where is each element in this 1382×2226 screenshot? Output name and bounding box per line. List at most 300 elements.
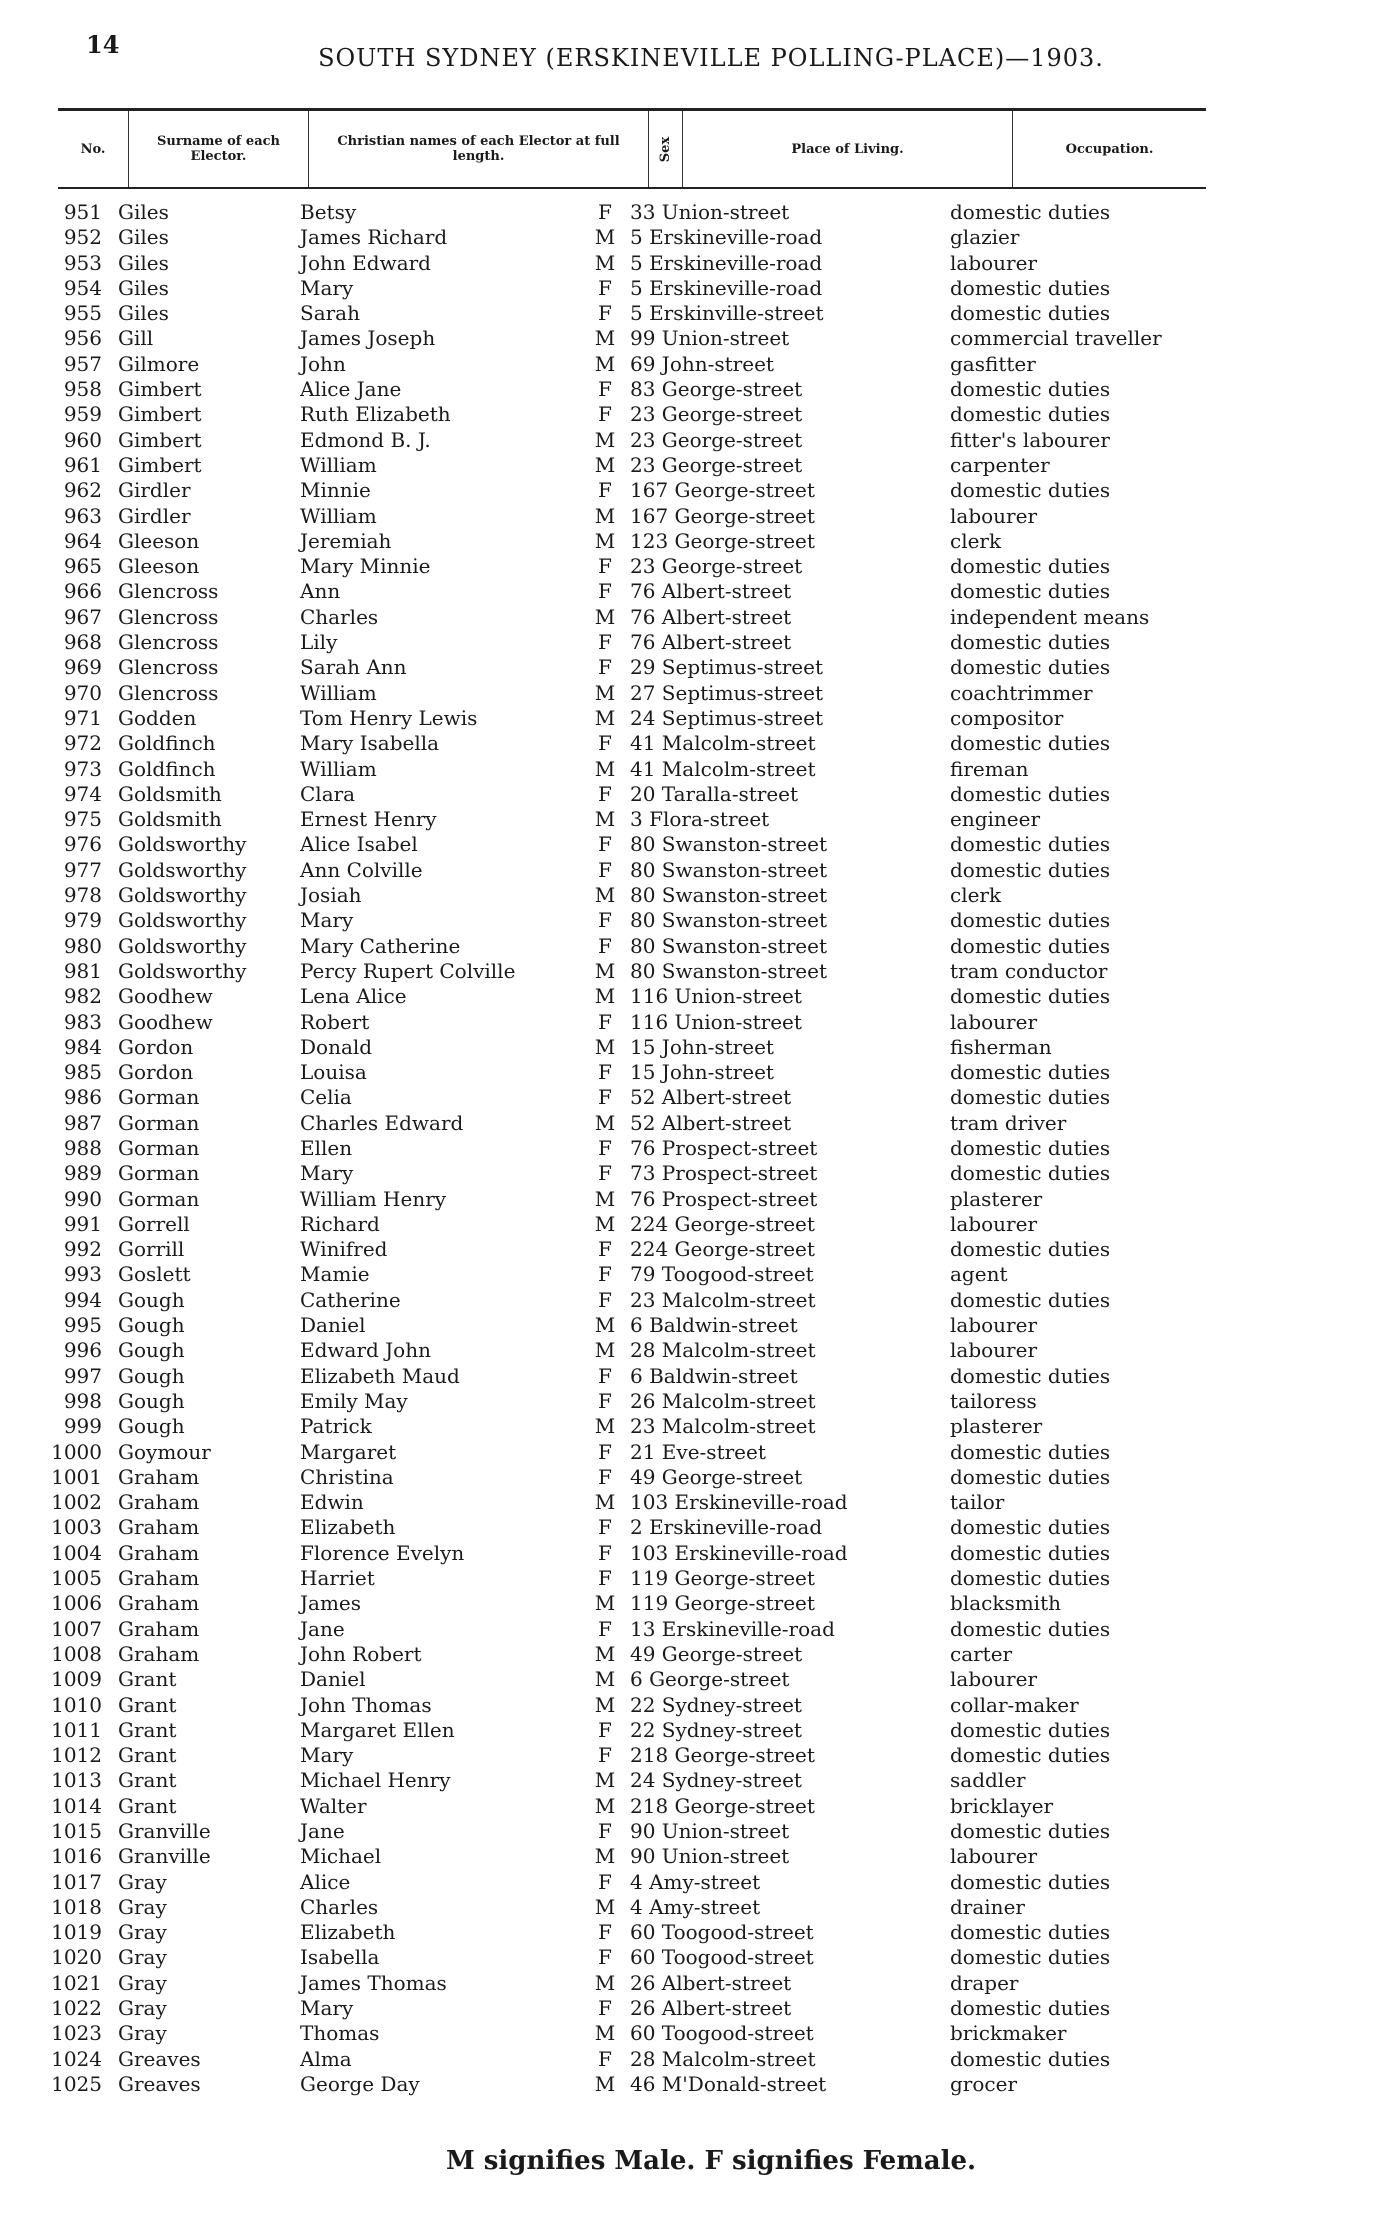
elector-christian-names: Margaret Ellen (300, 1717, 455, 1742)
elector-occupation: domestic duties (950, 630, 1111, 655)
elector-surname: Gorman (118, 1085, 200, 1110)
elector-number: 994 (63, 1287, 102, 1312)
table-row (0, 731, 1382, 756)
elector-number: 963 (63, 503, 102, 528)
elector-place-of-living: 6 George-street (630, 1667, 790, 1692)
elector-place-of-living: 167 George-street (630, 503, 815, 528)
elector-occupation: labourer (950, 1338, 1038, 1363)
table-row (0, 984, 1382, 1009)
elector-occupation: brickmaker (950, 2021, 1067, 2046)
table-row (0, 251, 1382, 276)
elector-number: 985 (63, 1060, 102, 1085)
table-row (0, 1844, 1382, 1869)
elector-sex: M (594, 883, 616, 908)
elector-sex: M (594, 1211, 616, 1236)
elector-number: 959 (63, 402, 102, 427)
elector-christian-names: Edward John (300, 1338, 431, 1363)
elector-surname: Giles (118, 225, 169, 250)
elector-sex: M (594, 1768, 616, 1793)
elector-place-of-living: 22 Sydney-street (630, 1692, 802, 1717)
table-row (0, 1693, 1382, 1718)
elector-occupation: domestic duties (950, 908, 1111, 933)
elector-sex: M (594, 1338, 616, 1363)
elector-place-of-living: 6 Baldwin-street (630, 1313, 798, 1338)
table-row (0, 1414, 1382, 1439)
elector-number: 1003 (51, 1515, 102, 1540)
elector-christian-names: Lily (300, 630, 338, 655)
elector-christian-names: Alice Isabel (300, 832, 418, 857)
elector-place-of-living: 116 Union-street (630, 984, 802, 1009)
elector-surname: Gray (118, 1970, 167, 1995)
elector-number: 969 (63, 655, 102, 680)
elector-number: 989 (63, 1161, 102, 1186)
elector-sex: M (594, 1970, 616, 1995)
elector-number: 981 (63, 958, 102, 983)
elector-occupation: tram conductor (950, 958, 1108, 983)
elector-surname: Grant (118, 1768, 177, 1793)
elector-occupation: domestic duties (950, 1161, 1111, 1186)
elector-surname: Graham (118, 1641, 200, 1666)
elector-place-of-living: 73 Prospect-street (630, 1161, 818, 1186)
elector-occupation: domestic duties (950, 1515, 1111, 1540)
elector-occupation: domestic duties (950, 377, 1111, 402)
elector-sex: F (598, 579, 612, 604)
elector-number: 996 (63, 1338, 102, 1363)
elector-christian-names: Ellen (300, 1135, 353, 1160)
elector-occupation: domestic duties (950, 1869, 1111, 1894)
elector-christian-names: Jeremiah (300, 528, 392, 553)
elector-sex: M (594, 807, 616, 832)
elector-number: 982 (63, 984, 102, 1009)
elector-place-of-living: 24 Sydney-street (630, 1768, 802, 1793)
elector-number: 1015 (51, 1819, 102, 1843)
elector-sex: F (598, 655, 612, 680)
elector-occupation: domestic duties (950, 857, 1111, 882)
elector-number: 978 (63, 883, 102, 908)
elector-surname: Gray (118, 2021, 167, 2046)
table-row (0, 832, 1382, 857)
elector-place-of-living: 15 John-street (630, 1060, 774, 1085)
elector-surname: Graham (118, 1490, 200, 1515)
table-row (0, 1642, 1382, 1667)
elector-number: 973 (63, 756, 102, 781)
elector-sex: F (598, 1287, 612, 1312)
elector-surname: Graham (118, 1591, 200, 1616)
elector-christian-names: Edmond B. J. (300, 427, 431, 452)
elector-occupation: domestic duties (950, 2046, 1111, 2071)
table-row (0, 1996, 1382, 2021)
elector-christian-names: Catherine (300, 1287, 401, 1312)
elector-sex: M (594, 1667, 616, 1692)
elector-place-of-living: 76 Prospect-street (630, 1186, 818, 1211)
table-row (0, 1389, 1382, 1414)
elector-place-of-living: 103 Erskineville-road (630, 1540, 848, 1565)
elector-occupation: domestic duties (950, 1996, 1111, 2021)
table-row (0, 1010, 1382, 1035)
column-header-surname: Surname of each Elector. (128, 111, 308, 187)
elector-place-of-living: 99 Union-street (630, 326, 790, 351)
table-row (0, 1743, 1382, 1768)
elector-occupation: domestic duties (950, 1717, 1111, 1742)
elector-place-of-living: 119 George-street (630, 1566, 815, 1591)
elector-christian-names: Isabella (300, 1945, 380, 1970)
elector-christian-names: Charles (300, 1894, 379, 1919)
elector-place-of-living: 76 Albert-street (630, 579, 792, 604)
table-row (0, 1288, 1382, 1313)
elector-place-of-living: 23 George-street (630, 554, 803, 579)
elector-surname: Granville (118, 1819, 211, 1843)
elector-surname: Gill (118, 326, 154, 351)
elector-place-of-living: 218 George-street (630, 1743, 815, 1768)
table-row (0, 1111, 1382, 1136)
elector-place-of-living: 6 Baldwin-street (630, 1363, 798, 1388)
column-header-christian-names: Christian names of each Elector at full length. (308, 111, 648, 187)
table-row (0, 1920, 1382, 1945)
elector-sex: F (598, 1135, 612, 1160)
elector-christian-names: Alice Jane (300, 377, 402, 402)
table-row (0, 1136, 1382, 1161)
table-row (0, 554, 1382, 579)
table-row (0, 1035, 1382, 1060)
page-title: SOUTH SYDNEY (ERSKINEVILLE POLLING-PLACE)—1903. (318, 44, 1104, 72)
elector-christian-names: Mamie (300, 1262, 370, 1287)
elector-sex: F (598, 200, 612, 224)
elector-place-of-living: 167 George-street (630, 478, 815, 503)
elector-number: 980 (63, 933, 102, 958)
elector-occupation: domestic duties (950, 1945, 1111, 1970)
elector-christian-names: William (300, 756, 377, 781)
elector-place-of-living: 5 Erskineville-road (630, 225, 823, 250)
elector-surname: Goldsworthy (118, 883, 247, 908)
elector-sex: F (598, 1566, 612, 1591)
elector-occupation: carter (950, 1641, 1013, 1666)
elector-occupation: fisherman (950, 1034, 1052, 1059)
column-header-sex (648, 111, 682, 187)
elector-number: 957 (63, 351, 102, 376)
elector-number: 1001 (51, 1464, 102, 1489)
elector-surname: Gorman (118, 1186, 200, 1211)
elector-occupation: domestic duties (950, 655, 1111, 680)
elector-christian-names: Ruth Elizabeth (300, 402, 451, 427)
elector-sex: F (598, 554, 612, 579)
elector-surname: Giles (118, 301, 169, 326)
table-row (0, 301, 1382, 326)
table-row (0, 908, 1382, 933)
elector-surname: Glencross (118, 604, 219, 629)
elector-place-of-living: 15 John-street (630, 1034, 774, 1059)
elector-sex: M (594, 958, 616, 983)
elector-place-of-living: 3 Flora-street (630, 807, 770, 832)
elector-christian-names: Christina (300, 1464, 394, 1489)
elector-christian-names: William (300, 503, 377, 528)
elector-sex: M (594, 1414, 616, 1439)
elector-christian-names: John (300, 351, 346, 376)
elector-christian-names: Josiah (300, 883, 362, 908)
table-row (0, 276, 1382, 301)
elector-christian-names: Clara (300, 781, 356, 806)
elector-christian-names: Jane (300, 1819, 345, 1843)
elector-sex: M (594, 225, 616, 250)
table-row (0, 1237, 1382, 1262)
elector-christian-names: Mary (300, 1996, 354, 2021)
elector-number: 1000 (51, 1439, 102, 1464)
elector-surname: Giles (118, 200, 169, 224)
elector-number: 993 (63, 1262, 102, 1287)
elector-sex: F (598, 1869, 612, 1894)
elector-number: 1006 (51, 1591, 102, 1616)
elector-surname: Gough (118, 1338, 185, 1363)
elector-sex: F (598, 908, 612, 933)
elector-occupation: domestic duties (950, 1566, 1111, 1591)
elector-surname: Gorrill (118, 1237, 185, 1262)
elector-sex: M (594, 326, 616, 351)
table-row (0, 402, 1382, 427)
elector-number: 979 (63, 908, 102, 933)
elector-sex: F (598, 2046, 612, 2071)
elector-surname: Gough (118, 1414, 185, 1439)
elector-occupation: domestic duties (950, 1743, 1111, 1768)
elector-number: 974 (63, 781, 102, 806)
table-row (0, 1187, 1382, 1212)
elector-occupation: plasterer (950, 1186, 1043, 1211)
elector-christian-names: Minnie (300, 478, 371, 503)
table-row (0, 453, 1382, 478)
elector-sex: F (598, 1388, 612, 1413)
elector-surname: Gough (118, 1388, 185, 1413)
elector-surname: Glencross (118, 579, 219, 604)
elector-christian-names: Walter (300, 1793, 367, 1818)
elector-occupation: domestic duties (950, 1237, 1111, 1262)
elector-christian-names: Lena Alice (300, 984, 407, 1009)
elector-occupation: glazier (950, 225, 1020, 250)
elector-surname: Grant (118, 1717, 177, 1742)
elector-occupation: gasfitter (950, 351, 1036, 376)
table-row (0, 1870, 1382, 1895)
elector-place-of-living: 29 Septimus-street (630, 655, 824, 680)
elector-sex: F (598, 1819, 612, 1843)
table-row (0, 1617, 1382, 1642)
elector-occupation: agent (950, 1262, 1008, 1287)
elector-place-of-living: 28 Malcolm-street (630, 1338, 816, 1363)
elector-place-of-living: 60 Toogood-street (630, 1945, 814, 1970)
table-row (0, 529, 1382, 554)
table-row (0, 1971, 1382, 1996)
elector-occupation: domestic duties (950, 1085, 1111, 1110)
table-row (0, 1794, 1382, 1819)
elector-number: 1011 (51, 1717, 102, 1742)
table-row (0, 1819, 1382, 1844)
table-row (0, 1895, 1382, 1920)
elector-number: 976 (63, 832, 102, 857)
elector-surname: Greaves (118, 2046, 201, 2071)
elector-christian-names: William (300, 452, 377, 477)
elector-sex: M (594, 250, 616, 275)
table-row (0, 326, 1382, 351)
elector-number: 951 (63, 200, 102, 224)
elector-place-of-living: 76 Albert-street (630, 604, 792, 629)
elector-surname: Gorrell (118, 1211, 190, 1236)
elector-sex: M (594, 427, 616, 452)
elector-place-of-living: 26 Malcolm-street (630, 1388, 816, 1413)
table-row (0, 200, 1382, 225)
elector-place-of-living: 80 Swanston-street (630, 857, 827, 882)
table-row (0, 2021, 1382, 2046)
elector-sex: F (598, 630, 612, 655)
elector-number: 990 (63, 1186, 102, 1211)
table-row (0, 1667, 1382, 1692)
elector-number: 1008 (51, 1641, 102, 1666)
table-row (0, 504, 1382, 529)
elector-number: 1014 (51, 1793, 102, 1818)
elector-surname: Gimbert (118, 402, 202, 427)
elector-place-of-living: 76 Albert-street (630, 630, 792, 655)
elector-number: 998 (63, 1388, 102, 1413)
elector-sex: M (594, 1186, 616, 1211)
elector-place-of-living: 4 Amy-street (630, 1869, 761, 1894)
elector-place-of-living: 41 Malcolm-street (630, 731, 816, 756)
elector-christian-names: Louisa (300, 1060, 367, 1085)
elector-sex: F (598, 377, 612, 402)
elector-sex: F (598, 1464, 612, 1489)
elector-occupation: tram driver (950, 1110, 1067, 1135)
elector-occupation: plasterer (950, 1414, 1043, 1439)
elector-sex: M (594, 680, 616, 705)
elector-number: 1023 (51, 2021, 102, 2046)
elector-sex: M (594, 1490, 616, 1515)
elector-sex: F (598, 1743, 612, 1768)
table-row (0, 1541, 1382, 1566)
elector-number: 952 (63, 225, 102, 250)
elector-surname: Godden (118, 705, 197, 730)
elector-number: 958 (63, 377, 102, 402)
elector-sex: M (594, 1591, 616, 1616)
elector-christian-names: Michael Henry (300, 1768, 451, 1793)
elector-christian-names: Donald (300, 1034, 373, 1059)
elector-surname: Gough (118, 1287, 185, 1312)
elector-surname: Gray (118, 1945, 167, 1970)
table-row (0, 706, 1382, 731)
elector-place-of-living: 22 Sydney-street (630, 1717, 802, 1742)
elector-surname: Graham (118, 1464, 200, 1489)
table-row (0, 1591, 1382, 1616)
elector-surname: Goodhew (118, 1009, 213, 1034)
elector-surname: Graham (118, 1566, 200, 1591)
column-header-sex-label: Sex (658, 136, 674, 162)
table-row (0, 1718, 1382, 1743)
elector-occupation: domestic duties (950, 1060, 1111, 1085)
elector-surname: Goodhew (118, 984, 213, 1009)
elector-place-of-living: 33 Union-street (630, 200, 790, 224)
elector-number: 1019 (51, 1920, 102, 1945)
elector-occupation: domestic duties (950, 1616, 1111, 1641)
elector-surname: Granville (118, 1844, 211, 1869)
elector-surname: Goldsworthy (118, 933, 247, 958)
elector-sex: M (594, 705, 616, 730)
table-row (0, 757, 1382, 782)
elector-christian-names: Thomas (300, 2021, 380, 2046)
elector-christian-names: Mary Minnie (300, 554, 431, 579)
elector-surname: Gordon (118, 1034, 194, 1059)
elector-number: 986 (63, 1085, 102, 1110)
elector-occupation: domestic duties (950, 832, 1111, 857)
elector-sex: F (598, 1616, 612, 1641)
elector-place-of-living: 23 Malcolm-street (630, 1287, 816, 1312)
elector-occupation: domestic duties (950, 1135, 1111, 1160)
elector-christian-names: John Robert (300, 1641, 422, 1666)
elector-place-of-living: 60 Toogood-street (630, 2021, 814, 2046)
table-row (0, 959, 1382, 984)
elector-sex: F (598, 1945, 612, 1970)
table-row (0, 1465, 1382, 1490)
elector-surname: Graham (118, 1616, 200, 1641)
elector-number: 1010 (51, 1692, 102, 1717)
elector-surname: Gough (118, 1363, 185, 1388)
elector-sex: F (598, 781, 612, 806)
elector-sex: M (594, 1894, 616, 1919)
elector-christian-names: William Henry (300, 1186, 447, 1211)
table-row (0, 1945, 1382, 1970)
elector-occupation: fitter's labourer (950, 427, 1110, 452)
elector-sex: M (594, 1313, 616, 1338)
column-header-no: No. (80, 141, 106, 157)
elector-number: 971 (63, 705, 102, 730)
table-row (0, 1161, 1382, 1186)
elector-christian-names: John Thomas (300, 1692, 432, 1717)
elector-christian-names: James Richard (300, 225, 448, 250)
elector-surname: Goldsworthy (118, 908, 247, 933)
elector-sex: F (598, 402, 612, 427)
elector-christian-names: Charles (300, 604, 379, 629)
elector-number: 962 (63, 478, 102, 503)
elector-sex: F (598, 1009, 612, 1034)
table-row (0, 2047, 1382, 2072)
elector-occupation: domestic duties (950, 1363, 1111, 1388)
table-row (0, 883, 1382, 908)
elector-place-of-living: 224 George-street (630, 1211, 815, 1236)
sex-legend: M signifies Male. F signifies Female. (445, 2146, 977, 2176)
elector-number: 955 (63, 301, 102, 326)
table-row (0, 1085, 1382, 1110)
elector-place-of-living: 26 Albert-street (630, 1996, 792, 2021)
table-row (0, 225, 1382, 250)
elector-number: 1024 (51, 2046, 102, 2071)
elector-christian-names: Richard (300, 1211, 380, 1236)
elector-surname: Greaves (118, 2071, 201, 2096)
table-header (58, 108, 1206, 189)
elector-christian-names: Alma (300, 2046, 352, 2071)
elector-occupation: compositor (950, 705, 1064, 730)
elector-number: 1005 (51, 1566, 102, 1591)
elector-sex: F (598, 933, 612, 958)
elector-surname: Giles (118, 250, 169, 275)
elector-christian-names: Celia (300, 1085, 352, 1110)
elector-sex: M (594, 2071, 616, 2096)
elector-occupation: labourer (950, 503, 1038, 528)
elector-sex: M (594, 351, 616, 376)
table-row (0, 1440, 1382, 1465)
elector-occupation: independent means (950, 604, 1150, 629)
elector-sex: M (594, 2021, 616, 2046)
elector-number: 999 (63, 1414, 102, 1439)
elector-occupation: drainer (950, 1894, 1025, 1919)
elector-christian-names: William (300, 680, 377, 705)
elector-surname: Gilmore (118, 351, 200, 376)
elector-surname: Gray (118, 1869, 167, 1894)
elector-occupation: collar-maker (950, 1692, 1079, 1717)
elector-sex: M (594, 604, 616, 629)
elector-number: 968 (63, 630, 102, 655)
elector-number: 961 (63, 452, 102, 477)
